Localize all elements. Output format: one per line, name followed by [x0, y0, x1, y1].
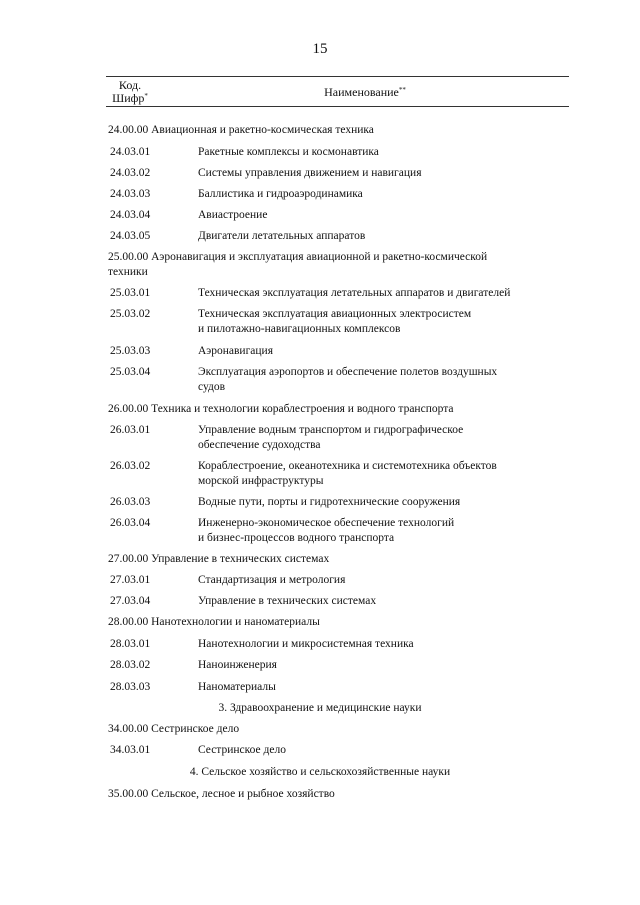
row-code: 24.03.04 — [110, 209, 151, 221]
row-code: 28.03.03 — [110, 681, 151, 693]
header-name-mark: ** — [398, 86, 406, 94]
row-code: 26.03.03 — [110, 496, 151, 508]
row-name: Авиастроение — [198, 209, 268, 221]
section-heading-text: 3. Здравоохранение и медицинские науки — [218, 702, 422, 714]
group-heading-text: 24.00.00 Авиационная и ракетно-космическая техника — [108, 124, 374, 136]
row-name: Эксплуатация аэропортов и обеспечение полетов воздушных — [198, 366, 498, 378]
row-code: 25.03.03 — [110, 345, 151, 357]
row-code: 25.03.01 — [110, 287, 151, 299]
row-name: Ракетные комплексы и космонавтика — [198, 146, 379, 158]
row-name: Баллистика и гидроаэродинамика — [198, 188, 363, 200]
row-name: Двигатели летательных аппаратов — [198, 230, 366, 242]
group-heading-text: 25.00.00 Аэронавигация и эксплуатация авиационной и ракетно-космической — [108, 251, 488, 263]
row-code: 26.03.02 — [110, 460, 151, 472]
row-name: Сестринское дело — [198, 744, 286, 756]
row-name: и бизнес-процессов водного транспорта — [198, 532, 395, 544]
row-name: Управление в технических системах — [198, 595, 377, 607]
row-code: 24.03.01 — [110, 146, 151, 158]
header-code-line1: Код. — [118, 78, 142, 92]
row-name: Нанотехнологии и микросистемная техника — [198, 638, 414, 650]
section-heading-text: 4. Сельское хозяйство и сельскохозяйственные науки — [189, 766, 451, 778]
row-code: 26.03.04 — [110, 517, 151, 529]
group-heading-text: 28.00.00 Нанотехнологии и наноматериалы — [108, 616, 320, 628]
row-name: судов — [198, 381, 226, 393]
row-name: Наноинженерия — [198, 659, 277, 671]
group-heading-text: техники — [108, 266, 148, 278]
group-heading-text: 27.00.00 Управление в технических системах — [108, 553, 330, 565]
row-code: 25.03.02 — [110, 308, 151, 320]
row-code: 34.03.01 — [110, 744, 151, 756]
group-heading-text: 26.00.00 Техника и технологии кораблестроения и водного транспорта — [108, 403, 454, 415]
row-name: Системы управления движением и навигация — [198, 167, 422, 179]
row-name: и пилотажно-навигационных комплексов — [198, 323, 401, 335]
row-code: 24.03.02 — [110, 167, 151, 179]
row-code: 24.03.03 — [110, 188, 151, 200]
row-name: Наноматериалы — [198, 681, 276, 693]
row-code: 24.03.05 — [110, 230, 151, 242]
group-heading-text: 35.00.00 Сельское, лесное и рыбное хозяйство — [108, 788, 335, 800]
row-name: Водные пути, порты и гидротехнические сооружения — [198, 496, 461, 508]
page-number: 15 — [312, 41, 328, 57]
row-name: Техническая эксплуатация летательных аппаратов и двигателей — [198, 287, 511, 299]
row-name: Кораблестроение, океанотехника и системотехника объектов — [198, 460, 497, 472]
row-code: 26.03.01 — [110, 424, 151, 436]
row-code: 25.03.04 — [110, 366, 151, 378]
row-code: 27.03.01 — [110, 574, 151, 586]
header-code-line2-text: Шифр — [112, 91, 145, 105]
row-code: 28.03.01 — [110, 638, 151, 650]
row-name: Аэронавигация — [198, 345, 274, 357]
row-name: Техническая эксплуатация авиационных электросистем — [198, 308, 472, 320]
row-code: 28.03.02 — [110, 659, 151, 671]
row-name: обеспечение судоходства — [198, 439, 321, 451]
row-name: морской инфраструктуры — [198, 475, 324, 487]
header-code-mark: * — [144, 92, 148, 100]
row-name: Управление водным транспортом и гидрографическое — [198, 424, 464, 436]
header-name-text: Наименование — [324, 85, 399, 99]
row-code: 27.03.04 — [110, 595, 151, 607]
row-name: Стандартизация и метрология — [198, 574, 346, 586]
row-name: Инженерно-экономическое обеспечение технологий — [198, 517, 455, 529]
group-heading-text: 34.00.00 Сестринское дело — [108, 723, 240, 735]
